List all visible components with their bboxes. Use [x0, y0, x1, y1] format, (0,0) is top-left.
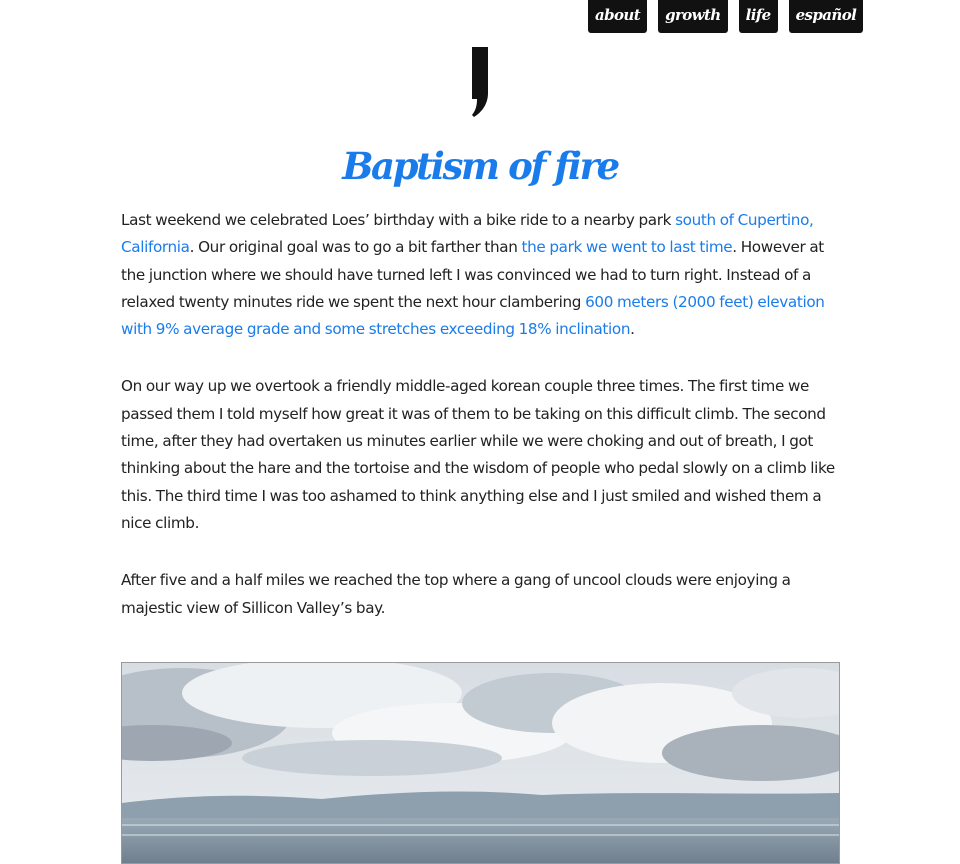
top-nav [588, 0, 863, 33]
nav-life-link[interactable]: life [739, 0, 778, 33]
bay-view-image [122, 663, 839, 863]
cupertino-link[interactable]: south of Cupertino, California [121, 211, 814, 257]
nav-espanol-link[interactable]: español [789, 0, 864, 33]
post-title: Baptism of fire [342, 144, 618, 188]
nav-about-link[interactable]: about [588, 0, 647, 33]
post-photo [121, 662, 840, 864]
logo-mark [471, 47, 489, 117]
paragraph-text: . However at the junction where we should have turned left I was convinced we had to turn right. Instead of a relaxed twenty minutes ride we spent the next hour clambering [121, 238, 824, 311]
paragraph-korean-couple: On our way up we overtook a friendly middle-aged korean couple three times. The first time we passed them I told myself how great it was of them to be taking on this difficult climb. The second time, after they had overtaken us minutes earlier while we were choking and out of breath, I got thinking about the hare and the tortoise and the wisdom of people who pedal slowly on a climb like this. The third time I was too ashamed to think anything else and I just smiled and wished them a nice climb. [121, 377, 835, 532]
paragraph-text: . [630, 320, 635, 339]
post-body [121, 207, 841, 652]
paragraph-summit: After five and a half miles we reached the top where a gang of uncool clouds were enjoying a majestic view of Sillicon Valley’s bay. [121, 571, 791, 617]
elevation-link[interactable]: 600 meters (2000 feet) elevation with 9% average grade and some stretches exceeding 18% inclination [121, 292, 825, 339]
paragraph-text: Last weekend we celebrated Loes’ birthday with a bike ride to a nearby park [121, 211, 676, 229]
last-park-link[interactable]: the park we went to last time [521, 238, 733, 257]
nav-growth-link[interactable]: growth [658, 0, 728, 33]
brand-logo-icon[interactable] [471, 47, 489, 117]
paragraph-text: . Our original goal was to go a bit farther than [189, 238, 522, 257]
paragraph-intro [121, 207, 841, 343]
